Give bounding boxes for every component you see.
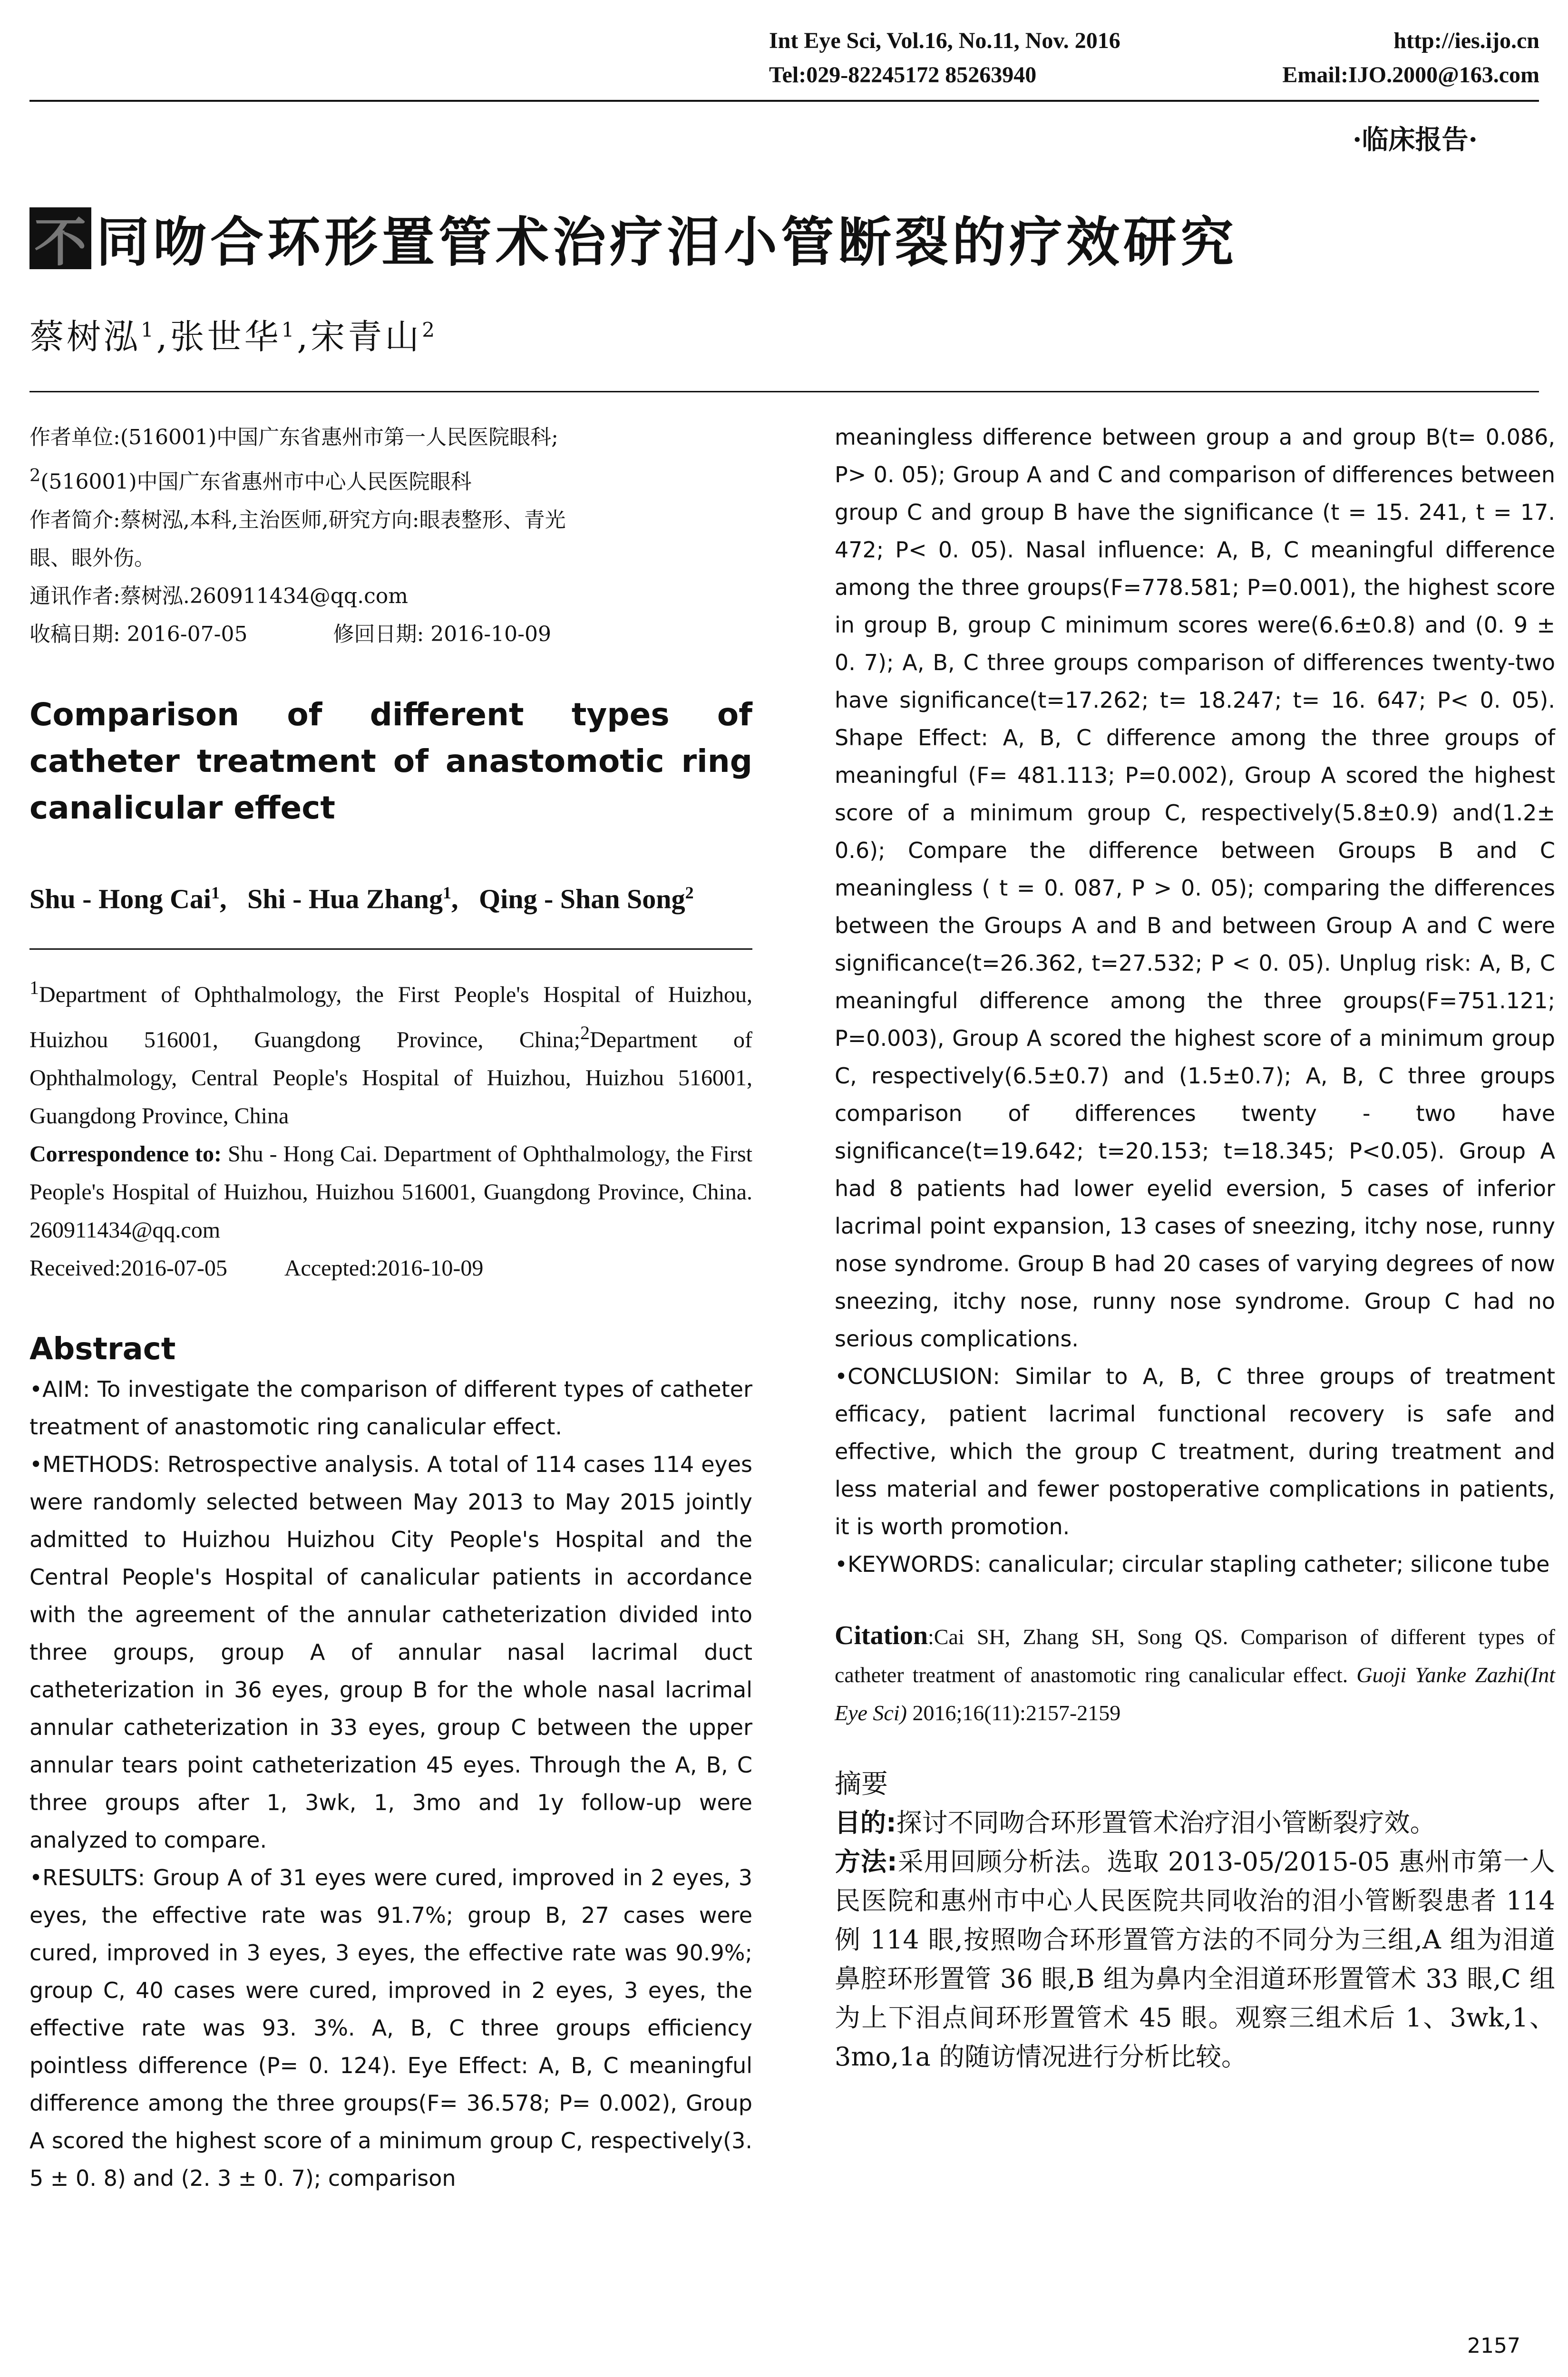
header-line-1 [769,28,1539,54]
citation [835,1617,1555,1732]
journal-tel: Tel:029-82245172 85263940 [769,62,1037,88]
header-line-2 [769,62,1539,88]
citation-journal: Guoji Yanke Zazhi(Int Eye Sci) [835,1663,1556,1725]
author-cn-1: 蔡树泓 [29,317,141,357]
abstract-heading: Abstract [29,1331,176,1367]
abstract-conclusion: •CONCLUSION: Similar to A, B, C three groups of treatment efficacy, patient lacrimal functional recovery is safe and effective, which the group C treatment, during treatment and less material and fewer postoperative complications in patients, it is worth promotion. [835,1364,1555,1539]
english-title: Comparison of different types of catheter treatment of anastomotic ring canalicular effect [29,696,752,826]
affiliation-1: Department of Ophthalmology, the First People's Hospital of Huizhou, Huizhou 516001, Guangdong Province, China; [29,982,752,1052]
affiliation [29,969,752,1287]
header-divider [29,100,1539,102]
affiliation-2: Department of Ophthalmology, Central People's Hospital of Huizhou, Huizhou 516001, Guangdong Province, China [29,1027,753,1129]
author-en-3: Qing - Shan Song [478,883,685,914]
unit-text-2: (516001)中国广东省惠州市中心人民医院眼科 [40,469,472,494]
authors-english: Shu - Hong Cai$^1$, Shi - Hua Zhang$^1$, Qing - Shan Song$^2$ [29,883,694,914]
correspondence-text: Shu - Hong Cai. Department of Ophthalmology, the First People's Hospital of Huizhou, Huizhou 516001, Guangdong Province, China. 260911434@qq.com [29,1141,753,1243]
author-en-2: Shi - Hua Zhang [247,883,443,914]
abstract-left [29,1371,752,2197]
abstract-right [835,419,1555,1583]
abstract-methods: •METHODS: Retrospective analysis. A total of 114 cases 114 eyes were randomly selected between May 2013 to May 2015 jointly admitted to Huizhou Huizhou City People's Hospital and the Central People's Hospital of canalicular patients in accordance with the agreement of the annular catheterization divided into three groups, group A of annular nasal lacrimal duct catheterization in 36 eyes, group B for the whole nasal lacrimal annular catheterization in 33 eyes, group C between the upper annular tears point catheterization 45 eyes. Through the A, B, C three groups after 1, 3wk, 1, 3mo and 1y follow-up were analyzed to compare. [29,1451,752,1853]
unit-line-2 [29,457,752,501]
received-accepted [29,1249,752,1287]
title-text: 同吻合环形置管术治疗泪小管断裂的疗效研究 [96,212,1237,273]
unit-sup-2: 2 [29,465,41,486]
cn-method [835,1842,1555,2076]
received-date: 收稿日期: 2016-07-05 [29,622,248,646]
abstract-results: •RESULTS: Group A of 31 eyes were cured, improved in 2 eyes, 3 eyes, the effective rate was 91.7%; group B, 27 cases were cured, improved in 3 eyes, 3 eyes, the effective rate was 90.9%; group C, 40 cases were cured, improved in 2 eyes, 3 eyes, the effective rate was 93. 3%. A, B, C three groups efficiency pointless difference (P= 0. 124). Eye Effect: A, B, C meaningful difference among the three groups(F= 36.578; P= 0.002), Group A scored the highest score of a minimum group C, respectively(3. 5 ± 0. 8) and (2. 3 ± 0. 7); comparison [29,1864,752,2191]
abstract-aim: •AIM: To investigate the comparison of different types of catheter treatment of anastomotic ring canalicular effect. [29,1376,752,1440]
affiliation-text [29,969,752,1135]
left-column [29,419,752,2197]
unit-line-1 [29,419,752,457]
page-number: 2157 [1467,2334,1520,2358]
cn-method-text: 采用回顾分析法。选取 2013-05/2015-05 惠州市第一人民医院和惠州市中心人民医院共同收治的泪小管断裂患者 114 例 114 眼,按照吻合环形置管方法的不同分为三组,A 组为泪道鼻腔环形置管 36 眼,B 组为鼻内全泪道环形置管术 33 眼,C 组为上下泪点间环形置管术 45 眼。观察三组术后 1、3wk,1、3mo,1a 的随访情况进行分析比较。 [835,1847,1555,2072]
revised-date: 修回日期: 2016-10-09 [333,622,551,646]
accepted-en: Accepted:2016-10-09 [284,1255,484,1281]
page-title [29,200,1237,276]
cn-method-label: 方法: [835,1847,897,1877]
author-cn-2-sup: 1 [281,318,297,341]
affil-sup-1: 1 [29,976,39,998]
intro-line-2: 眼、眼外伤。 [29,546,155,570]
journal-header [769,19,1568,100]
citation-label: Citation [835,1621,928,1650]
journal-email: Email:IJO.2000@163.com [1282,62,1539,88]
author-cn-2: 张世华 [170,317,282,357]
cn-aim-text: 探讨不同吻合环形置管术治疗泪小管断裂疗效。 [896,1808,1436,1838]
authors-chinese: 蔡树泓$^1$,张世华$^1$,宋青山$^2$ [29,317,438,357]
abstract-results-cont: meaningless difference between group a and group B(t= 0.086, P> 0. 05); Group A and C and comparison of differences between group C and group B have the significance (t = 15. 241, t = 17. 472; P< 0. 05). Nasal influence: A, B, C meaningful difference among the three groups(F=778.581; P=0.001), the highest score in group B, group C minimum scores were(6.6±0.8) and (0. 9 ± 0. 7); A, B, C three groups comparison of differences twenty-two have significance(t=17.262; t= 18.247; t= 16. 647; P< 0. 05). Shape Effect: A, B, C difference among the three groups of meaningful (F= 481.113; P=0.002), Group A scored the highest score of a minimum group C, respectively(5.8±0.9) and(1.2± 0.6); Compare the difference between Groups B and C meaningless ( t = 0. 087, P > 0. 05); comparing the differences between the Groups A and B and between Group A and C were significance(t=26.362, t=27.532; P < 0. 05). Unplug risk: A, B, C meaningful difference among the three groups(F=751.121; P=0.003), Group A scored the highest score of a minimum group C, respectively(6.5±0.7) and (1.5±0.7); A, B, C three groups comparison of differences twenty - two have significance(t=19.642; t=20.153; t=18.345; P<0.05). Group A had 8 patients had lower eyelid eversion, 5 cases of inferior lacrimal point expansion, 13 cases of sneezing, itchy nose, runny nose syndrome. Group B had 20 cases of varying degrees of now sneezing, itchy nose, runny nose syndrome. Group C had no serious complications. [835,424,1555,1352]
received-en: Received:2016-07-05 [29,1255,227,1281]
cn-aim-label: 目的: [835,1808,896,1838]
author-info [29,419,752,653]
author-en-2-sup: 1 [442,883,451,902]
journal-info: Int Eye Sci, Vol.16, No.11, Nov. 2016 [769,28,1120,53]
correspondence [29,1135,752,1249]
affil-sup-2: 2 [580,1022,590,1043]
intro-line-1: 作者简介:蔡树泓,本科,主治医师,研究方向:眼表整形、青光 [29,507,566,532]
author-cn-1-sup: 1 [141,318,156,341]
cn-aim [835,1803,1555,1842]
journal-url: http://ies.ijo.cn [1393,28,1539,53]
citation-text: :Cai SH, Zhang SH, Song QS. Comparison of different types of catheter treatment of anastomotic ring canalicular effect. [835,1625,1555,1687]
abstract-keywords: •KEYWORDS: canalicular; circular stapling catheter; silicone tube [835,1551,1550,1577]
author-en-1-sup: 1 [211,883,220,902]
right-column [835,419,1555,2076]
date-line [29,615,752,653]
citation-tail: 2016;16(11):2157-2159 [906,1701,1121,1725]
section-label: ·临床报告· [1353,124,1478,156]
author-en-3-sup: 2 [685,883,694,902]
title-highlight-char: 不 [29,207,91,269]
unit-text-1: 作者单位:(516001)中国广东省惠州市第一人民医院眼科; [29,425,558,449]
author-en-1: Shu - Hong Cai [29,883,211,914]
corresponding-author: 通讯作者:蔡树泓.260911434@qq.com [29,584,408,608]
authors-divider [29,391,1539,392]
author-cn-3-sup: 2 [422,318,438,341]
author-cn-3: 宋青山 [311,317,422,357]
chinese-abstract-heading: 摘要 [835,1769,888,1800]
chinese-abstract [835,1803,1555,2076]
affiliation-divider [29,948,752,950]
correspondence-label: Correspondence to: [29,1141,222,1167]
